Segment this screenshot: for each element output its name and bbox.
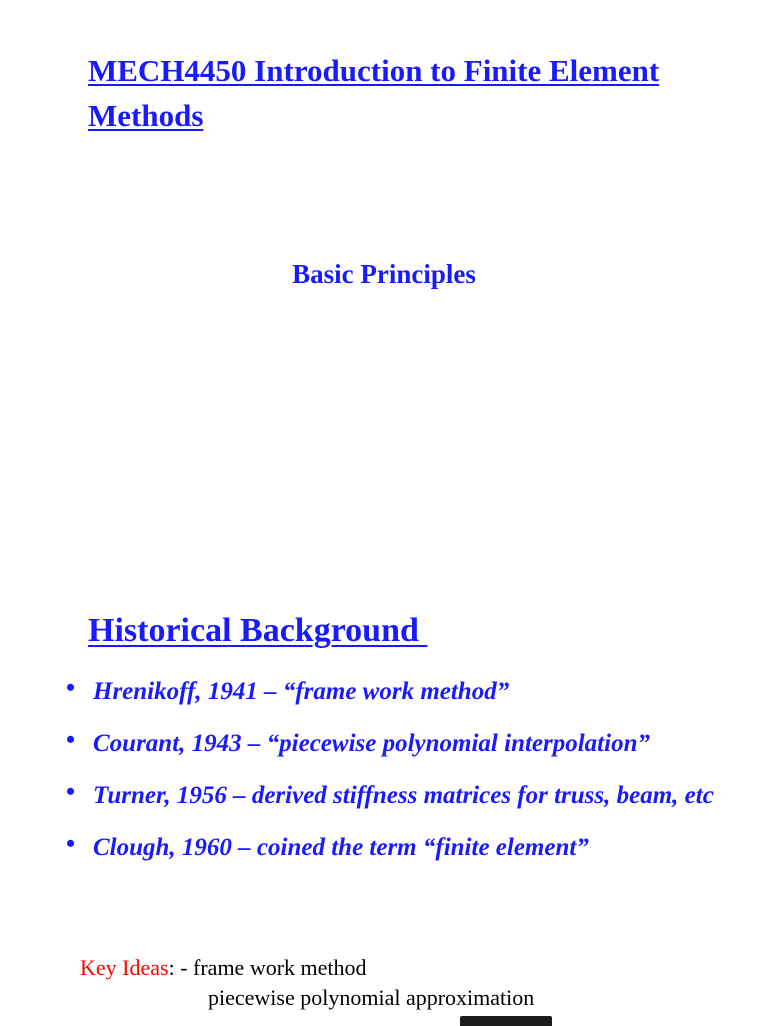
bullet-icon: • (66, 725, 76, 754)
key-ideas-label: Key Ideas (80, 955, 169, 980)
history-bullet-hrenikoff (66, 674, 716, 709)
bullet-text: Clough, 1960 – coined the term “finite element” (93, 834, 589, 861)
key-ideas-block (80, 953, 680, 1013)
history-bullet-list (66, 674, 716, 882)
bullet-text: Turner, 1956 – derived stiffness matrices for truss, beam, etc (93, 782, 714, 809)
bullet-icon: • (66, 777, 76, 806)
history-bullet-courant (66, 726, 716, 761)
key-ideas-line2: piecewise polynomial approximation (208, 985, 535, 1010)
bullet-text: Courant, 1943 – “piecewise polynomial interpolation” (93, 730, 650, 757)
key-ideas-separator: : (168, 955, 181, 980)
slide-title: MECH4450 Introduction to Finite Element Methods (88, 53, 660, 133)
portrait-image-fragment (460, 1016, 552, 1026)
slide-subtitle: Basic Principles (292, 259, 476, 289)
section-heading-historical-background: Historical Background (88, 612, 428, 649)
bullet-text: Hrenikoff, 1941 – “frame work method” (93, 678, 510, 705)
history-bullet-clough (66, 830, 716, 865)
history-bullet-turner (66, 778, 716, 813)
bullet-icon: • (66, 829, 76, 858)
key-ideas-line1: - frame work method (180, 955, 367, 980)
bullet-icon: • (66, 673, 76, 702)
